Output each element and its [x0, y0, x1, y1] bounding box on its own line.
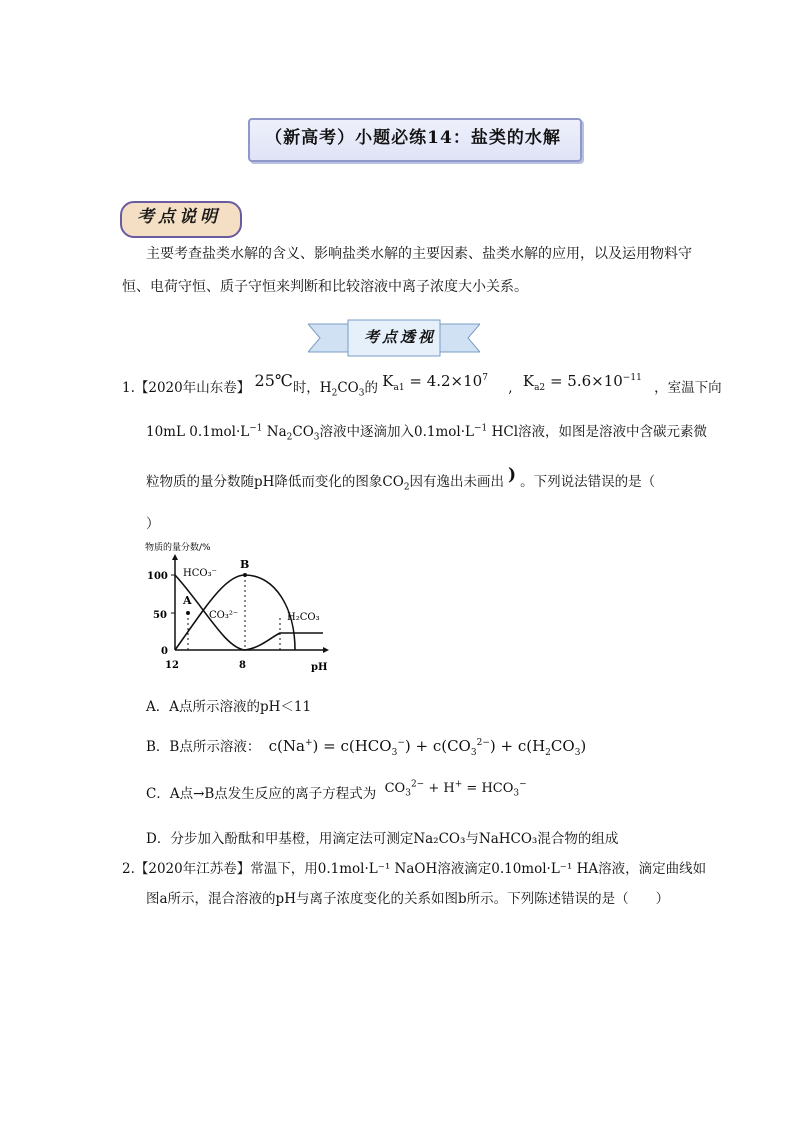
- page-title: （新高考）小题必练14：盐类的水解: [265, 128, 561, 148]
- intro-line-1: 主要考查盐类水解的含义、影响盐类水解的主要因素、盐类水解的应用，以及运用物料守: [146, 246, 692, 262]
- point-b-label: B: [240, 558, 250, 571]
- q1-option-c: C．A点→B点发生反应的离子方程式为 $CO_3^{2-} + H^+ = HCO_3^-$: [146, 779, 527, 802]
- section-badge-perspective: 考点透视: [363, 328, 436, 346]
- q1-ka1: $K_{a1} = 4.2\times 10^7$: [382, 372, 488, 393]
- q1-h2co3: CO: [337, 380, 359, 396]
- q1-line-4: ）: [146, 516, 160, 532]
- q2-line-1: 2.【2020年江苏卷】常温下，用0.1mol·L⁻¹ NaOH溶液滴定0.10mol·L⁻¹ HA溶液，滴定曲线如: [122, 861, 707, 877]
- q1-shi: 时，H: [292, 380, 332, 396]
- intro-line-2: 恒、电荷守恒、质子守恒来判断和比较溶液中离子浓度大小关系。: [122, 279, 528, 295]
- q2-line-2: 图a所示，混合溶液的pH与离子浓度变化的关系如图b所示。下列陈述错误的是（ ）: [146, 891, 670, 907]
- y-tick-50: 50: [153, 610, 167, 621]
- point-a-label: A: [183, 594, 192, 607]
- q1-option-a: A．A点所示溶液的pH＜11: [146, 699, 312, 715]
- q1-option-b-formula: $c(Na^+) = c(HCO_3^-) + c(CO_3^{2-}) + c(H_2CO_3)$: [268, 737, 587, 758]
- q1-option-c-formula: $CO_3^{2-} + H^+ = HCO_3^-$: [384, 779, 527, 799]
- legend-co3: CO₃²⁻: [209, 610, 239, 621]
- q1-line-3: 粒物质的量分数随pH降低而变化的图象$CO_2$因有逸出未画出 ) 。下列说法错误的是（: [146, 465, 656, 493]
- legend-h2co3: H₂CO₃: [287, 612, 320, 623]
- x-tick-12: 12: [165, 660, 179, 671]
- q1-temp: 25℃: [254, 371, 293, 390]
- section-badge-explain-label: 考点说明: [137, 207, 221, 227]
- chart-ylabel: 物质的量分数/%: [145, 543, 211, 553]
- point-b: [243, 573, 247, 577]
- q1-option-d: D．分步加入酚酞和甲基橙，用滴定法可测定Na₂CO₃与NaHCO₃混合物的组成: [146, 831, 619, 847]
- q1-de: 的: [364, 380, 378, 396]
- legend-hco3: HCO₃⁻: [183, 568, 217, 579]
- series-h2co3-curve: [245, 633, 323, 650]
- x-axis-label: pH: [311, 662, 328, 673]
- q1-option-b: B．B点所示溶液： $c(Na^+) = c(HCO_3^-) + c(CO_3^{2-}) + c(H_2CO_3)$: [146, 737, 587, 758]
- q1-ka2: $K_{a2} = 5.6\times 10^{-11}$: [522, 372, 642, 393]
- q1-line-2: 10mL $0.1mol\cdot L^{-1}$ $Na_2CO_3$溶液中逐滴加入$0.1mol\cdot L^{-1}$ HCl溶液，如图是溶液中含碳元素微: [146, 423, 708, 443]
- point-a: [186, 611, 190, 615]
- y-tick-100: 100: [147, 571, 168, 582]
- species-fraction-chart: [135, 538, 335, 678]
- x-tick-8: 8: [239, 660, 246, 671]
- q1-line-1: 1.【2020年山东卷】 25℃时，$H_2CO_3$的 $K_{a1} = 4.2\times 10^7$ , $K_{a2} = 5.6\times 10^{-11}$ ，室温下向: [122, 371, 722, 399]
- y-tick-0: 0: [161, 646, 168, 657]
- q1-tail: ，室温下向: [654, 380, 722, 396]
- q1-source: 1.【2020年山东卷】: [122, 380, 251, 396]
